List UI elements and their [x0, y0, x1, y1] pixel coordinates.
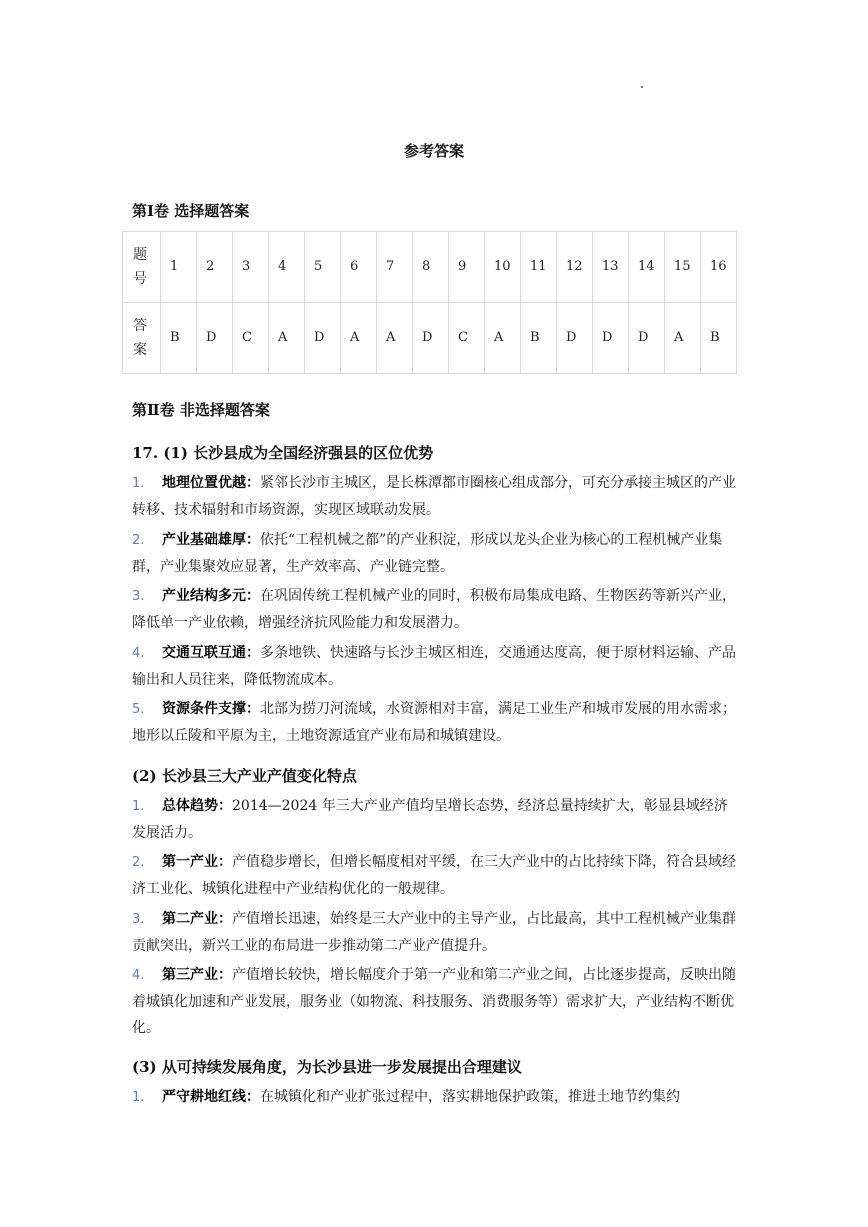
- section2-heading: 第Ⅱ卷 非选择题答案: [132, 401, 270, 419]
- list-item: [132, 583, 737, 636]
- table-cell: 13: [593, 232, 629, 303]
- item-label: 严守耕地红线：: [162, 1089, 260, 1105]
- item-number: 1.: [132, 476, 145, 491]
- table-cell: 10: [485, 232, 521, 303]
- item-label: 第一产业：: [162, 854, 232, 870]
- table-cell: 12: [557, 232, 593, 303]
- row-label-number: 题号: [123, 232, 161, 303]
- table-cell: A: [269, 303, 305, 374]
- item-text: 多条地铁、快速路与长沙主城区相连，交通通达度高，便于原材料运输、产品输出和人员往来，降低物流成本。: [132, 645, 736, 688]
- table-cell: 11: [521, 232, 557, 303]
- table-cell: 4: [269, 232, 305, 303]
- list-item: [132, 696, 737, 749]
- table-cell: D: [557, 303, 593, 374]
- table-cell: 8: [413, 232, 449, 303]
- table-cell: B: [161, 303, 197, 374]
- table-cell: 1: [161, 232, 197, 303]
- item-number: 1.: [132, 1090, 145, 1105]
- table-cell: 2: [197, 232, 233, 303]
- item-label: 产业基础雄厚：: [162, 532, 260, 548]
- table-cell: D: [305, 303, 341, 374]
- item-number: 1.: [132, 799, 145, 814]
- item-number: 3.: [132, 589, 145, 604]
- item-label: 地理位置优越：: [162, 475, 260, 491]
- item-text: 紧邻长沙市主城区，是长株潭都市圈核心组成部分，可充分承接主城区的产业转移、技术辐射和市场资源，实现区域联动发展。: [132, 475, 736, 518]
- item-number: 5.: [132, 702, 145, 717]
- list-item: [132, 906, 737, 959]
- item-text: 北部为捞刀河流域，水资源相对丰富，满足工业生产和城市发展的用水需求；地形以丘陵和平原为主，土地资源适宜产业布局和城镇建设。: [132, 701, 736, 744]
- table-cell: 3: [233, 232, 269, 303]
- item-label: 资源条件支撑：: [162, 701, 260, 717]
- item-text: 2014—2024 年三大产业产值均呈增长态势，经济总量持续扩大，彰显县域经济发展活力。: [132, 798, 728, 841]
- table-cell: D: [197, 303, 233, 374]
- item-number: 2.: [132, 533, 145, 548]
- table-cell: C: [449, 303, 485, 374]
- table-cell: 15: [665, 232, 701, 303]
- table-cell: D: [629, 303, 665, 374]
- list-item: [132, 1084, 737, 1111]
- table-cell: 14: [629, 232, 665, 303]
- table-cell: C: [233, 303, 269, 374]
- table-cell: D: [593, 303, 629, 374]
- list-item: [132, 849, 737, 902]
- q17-part2-heading: (2) 长沙县三大产业产值变化特点: [132, 767, 357, 785]
- page-dot-mark: [641, 86, 643, 88]
- table-cell: B: [701, 303, 737, 374]
- q17-part3-heading: (3) 从可持续发展角度，为长沙县进一步发展提出合理建议: [132, 1058, 522, 1076]
- item-number: 4.: [132, 646, 145, 661]
- item-number: 2.: [132, 855, 145, 870]
- list-item: [132, 640, 737, 693]
- table-cell: 9: [449, 232, 485, 303]
- item-label: 第二产业：: [162, 911, 232, 927]
- list-item: [132, 470, 737, 523]
- item-label: 产业结构多元：: [162, 588, 260, 604]
- section1-heading: 第Ⅰ卷 选择题答案: [132, 202, 250, 220]
- list-item: [132, 527, 737, 580]
- item-label: 交通互联互通：: [162, 645, 260, 661]
- table-cell: A: [485, 303, 521, 374]
- list-item: [132, 793, 737, 846]
- item-label: 第三产业：: [162, 967, 232, 983]
- item-text: 产值增长较快，增长幅度介于第一产业和第二产业之间，占比逐步提高，反映出随着城镇化加速和产业发展，服务业（如物流、科技服务、消费服务等）需求扩大，产业结构不断优化。: [132, 967, 736, 1036]
- answer-table: [122, 231, 737, 374]
- list-item: [132, 962, 737, 1041]
- table-cell: D: [413, 303, 449, 374]
- table-cell: B: [521, 303, 557, 374]
- item-text: 依托“工程机械之都”的产业积淀，形成以龙头企业为核心的工程机械产业集群，产业集聚效应显著，生产效率高、产业链完整。: [132, 532, 723, 575]
- answer-table-answer-row: [123, 303, 737, 374]
- q17-part1-heading: 17. (1) 长沙县成为全国经济强县的区位优势: [132, 444, 434, 462]
- table-cell: 6: [341, 232, 377, 303]
- table-cell: A: [665, 303, 701, 374]
- table-cell: A: [341, 303, 377, 374]
- table-cell: 5: [305, 232, 341, 303]
- table-cell: A: [377, 303, 413, 374]
- item-text: 在巩固传统工程机械产业的同时，积极布局集成电路、生物医药等新兴产业，降低单一产业依赖，增强经济抗风险能力和发展潜力。: [132, 588, 736, 631]
- answer-table-number-row: [123, 232, 737, 303]
- table-cell: 7: [377, 232, 413, 303]
- item-label: 总体趋势：: [162, 798, 232, 814]
- item-text: 产值增长迅速，始终是三大产业中的主导产业，占比最高，其中工程机械产业集群贡献突出，新兴工业的布局进一步推动第二产业产值提升。: [132, 911, 736, 954]
- page-title: 参考答案: [403, 142, 464, 160]
- row-label-answer: 答案: [123, 303, 161, 374]
- item-text: 在城镇化和产业扩张过程中，落实耕地保护政策，推进土地节约集约: [260, 1089, 680, 1105]
- item-number: 4.: [132, 968, 145, 983]
- item-number: 3.: [132, 912, 145, 927]
- table-cell: 16: [701, 232, 737, 303]
- item-text: 产值稳步增长，但增长幅度相对平缓，在三大产业中的占比持续下降，符合县域经济工业化、城镇化进程中产业结构优化的一般规律。: [132, 854, 736, 897]
